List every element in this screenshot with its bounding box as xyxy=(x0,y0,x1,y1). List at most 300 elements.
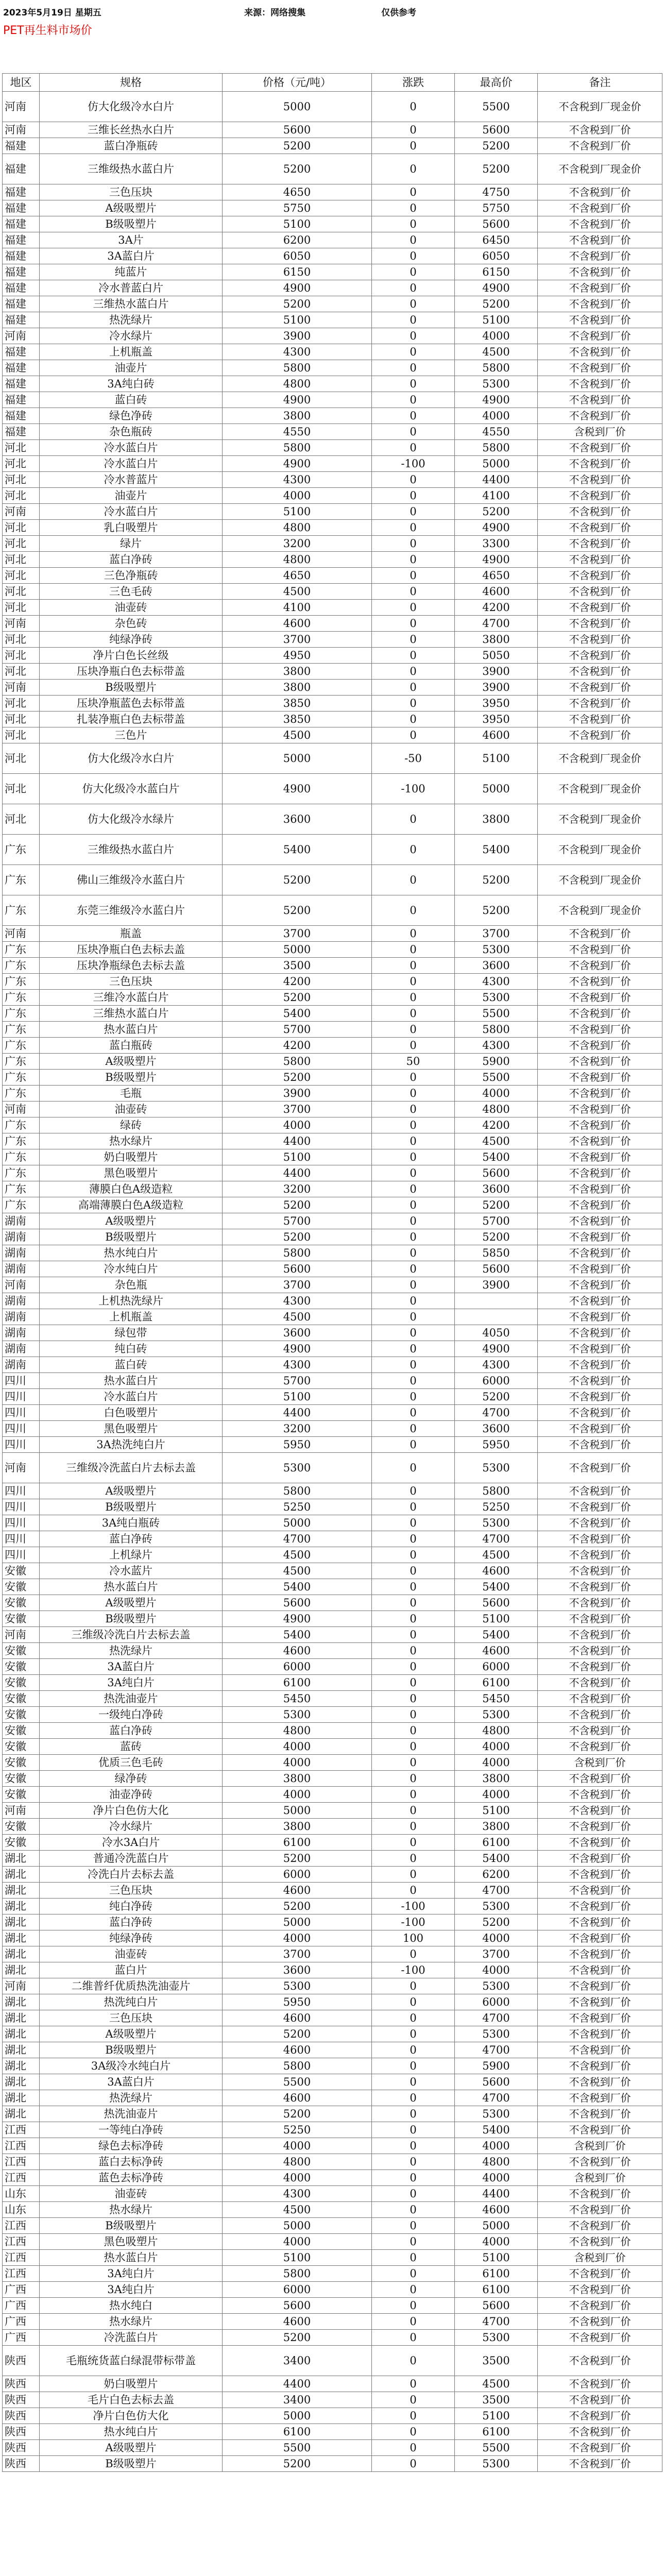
cell-remark: 不含税到厂价 xyxy=(538,1149,662,1165)
table-row xyxy=(3,1038,662,1054)
cell-price: 3700 xyxy=(223,632,372,648)
cell-remark: 不含税到厂价 xyxy=(538,1277,662,1293)
cell-spec: 绿包带 xyxy=(40,1325,223,1341)
cell-spec: 热水蓝白片 xyxy=(40,2250,223,2266)
cell-high: 5300 xyxy=(455,376,538,392)
cell-price: 5200 xyxy=(223,2456,372,2472)
cell-change: 0 xyxy=(372,2392,455,2408)
table-row xyxy=(3,1930,662,1946)
table-row xyxy=(3,2298,662,2314)
cell-spec: 热水蓝白片 xyxy=(40,1579,223,1595)
cell-price: 4400 xyxy=(223,1165,372,1181)
cell-price: 4000 xyxy=(223,2234,372,2250)
cell-change: 0 xyxy=(372,2218,455,2234)
cell-price: 5200 xyxy=(223,990,372,1006)
cell-spec: 压块净瓶蓝色去标带盖 xyxy=(40,696,223,711)
cell-high: 4500 xyxy=(455,1547,538,1563)
cell-spec: 热洗油壶片 xyxy=(40,2106,223,2122)
cell-high: 5600 xyxy=(455,1165,538,1181)
cell-change: 0 xyxy=(372,1515,455,1531)
cell-remark: 不含税到厂价 xyxy=(538,1883,662,1899)
cell-region: 陕西 xyxy=(3,2346,40,2376)
table-row xyxy=(3,942,662,958)
cell-high: 5200 xyxy=(455,504,538,520)
cell-remark: 含税到厂价 xyxy=(538,2170,662,2186)
table-row xyxy=(3,990,662,1006)
cell-change: 0 xyxy=(372,1531,455,1547)
table-row xyxy=(3,536,662,552)
table-row xyxy=(3,392,662,408)
cell-high: 5500 xyxy=(455,92,538,122)
table-row xyxy=(3,1994,662,2010)
cell-price: 3400 xyxy=(223,2346,372,2376)
cell-region: 安徽 xyxy=(3,1643,40,1659)
cell-high: 3800 xyxy=(455,1771,538,1787)
cell-price: 4800 xyxy=(223,376,372,392)
cell-spec: 毛瓶 xyxy=(40,1086,223,1101)
cell-remark: 不含税到厂价 xyxy=(538,360,662,376)
table-row xyxy=(3,1165,662,1181)
cell-spec: 热洗绿片 xyxy=(40,1643,223,1659)
cell-spec: 油壶砖 xyxy=(40,1946,223,1962)
cell-spec: 白色吸塑片 xyxy=(40,1405,223,1421)
cell-spec: 三色压块 xyxy=(40,2010,223,2026)
cell-high: 5800 xyxy=(455,1022,538,1038)
cell-remark: 不含税到厂价 xyxy=(538,2408,662,2424)
cell-high: 4700 xyxy=(455,2042,538,2058)
cell-region: 河南 xyxy=(3,92,40,122)
cell-high: 5300 xyxy=(455,942,538,958)
cell-change: 0 xyxy=(372,2010,455,2026)
cell-change: 0 xyxy=(372,2154,455,2170)
cell-region: 安徽 xyxy=(3,1595,40,1611)
cell-price: 5600 xyxy=(223,1595,372,1611)
cell-region: 河北 xyxy=(3,472,40,488)
cell-high: 6000 xyxy=(455,1994,538,2010)
cell-price: 5700 xyxy=(223,1213,372,1229)
table-row xyxy=(3,1325,662,1341)
cell-price: 5400 xyxy=(223,1006,372,1022)
cell-high: 6450 xyxy=(455,232,538,248)
table-row xyxy=(3,648,662,664)
cell-spec: 冷洗蓝白片 xyxy=(40,2330,223,2346)
cell-change: 0 xyxy=(372,1101,455,1117)
cell-price: 5600 xyxy=(223,1261,372,1277)
table-row xyxy=(3,895,662,926)
cell-change: 0 xyxy=(372,122,455,138)
cell-change: 0 xyxy=(372,1181,455,1197)
cell-spec: 纯蓝片 xyxy=(40,264,223,280)
cell-remark: 不含税到厂价 xyxy=(538,1437,662,1453)
cell-remark: 不含税到厂价 xyxy=(538,1803,662,1819)
cell-change: 0 xyxy=(372,2090,455,2106)
cell-spec: 东莞三维级冷水蓝白片 xyxy=(40,895,223,926)
cell-spec: B级吸塑片 xyxy=(40,1229,223,1245)
cell-spec: 热水纯白片 xyxy=(40,1245,223,1261)
cell-remark: 不含税到厂价 xyxy=(538,2234,662,2250)
cell-spec: 热水绿片 xyxy=(40,2314,223,2330)
cell-high: 5400 xyxy=(455,2122,538,2138)
cell-high: 4200 xyxy=(455,1117,538,1133)
cell-remark: 不含税到厂价 xyxy=(538,248,662,264)
cell-high: 5750 xyxy=(455,200,538,216)
cell-spec: A级吸塑片 xyxy=(40,2026,223,2042)
cell-price: 4900 xyxy=(223,774,372,804)
cell-high: 3950 xyxy=(455,711,538,727)
table-row xyxy=(3,360,662,376)
cell-remark: 不含税到厂价 xyxy=(538,1659,662,1675)
cell-spec: 冷水绿片 xyxy=(40,328,223,344)
cell-remark: 不含税到厂价 xyxy=(538,392,662,408)
table-row xyxy=(3,472,662,488)
cell-price: 5800 xyxy=(223,360,372,376)
cell-high: 4200 xyxy=(455,600,538,616)
cell-region: 广东 xyxy=(3,1117,40,1133)
cell-remark: 不含税到厂价 xyxy=(538,1787,662,1803)
table-row xyxy=(3,568,662,584)
cell-region: 河北 xyxy=(3,568,40,584)
cell-spec: 三维级冷洗蓝白片去标去盖 xyxy=(40,1453,223,1483)
cell-change: 0 xyxy=(372,1739,455,1755)
table-row xyxy=(3,1421,662,1437)
cell-price: 3200 xyxy=(223,536,372,552)
cell-change: 0 xyxy=(372,1038,455,1054)
cell-remark: 不含税到厂价 xyxy=(538,711,662,727)
col-header-high: 最高价 xyxy=(455,74,538,92)
cell-change: 0 xyxy=(372,600,455,616)
cell-high: 5000 xyxy=(455,774,538,804)
cell-price: 4000 xyxy=(223,1739,372,1755)
cell-change: 0 xyxy=(372,1197,455,1213)
table-row xyxy=(3,2234,662,2250)
table-row xyxy=(3,1914,662,1930)
table-row xyxy=(3,1803,662,1819)
cell-price: 4000 xyxy=(223,1787,372,1803)
cell-change: 0 xyxy=(372,264,455,280)
cell-spec: 冷水绿片 xyxy=(40,1819,223,1835)
cell-remark: 不含税到厂价 xyxy=(538,1453,662,1483)
cell-region: 福建 xyxy=(3,408,40,424)
cell-region: 河北 xyxy=(3,488,40,504)
cell-high: 3600 xyxy=(455,1421,538,1437)
cell-change: 0 xyxy=(372,1579,455,1595)
table-row xyxy=(3,958,662,974)
cell-remark: 不含税到厂价 xyxy=(538,312,662,328)
cell-region: 湖北 xyxy=(3,1946,40,1962)
cell-remark: 不含税到厂价 xyxy=(538,664,662,680)
table-row xyxy=(3,1723,662,1739)
cell-remark: 不含税到厂价 xyxy=(538,184,662,200)
cell-price: 5400 xyxy=(223,1579,372,1595)
cell-price: 5950 xyxy=(223,1994,372,2010)
table-row xyxy=(3,2408,662,2424)
cell-high: 5400 xyxy=(455,835,538,865)
cell-region: 四川 xyxy=(3,1421,40,1437)
cell-high: 5200 xyxy=(455,865,538,895)
table-row xyxy=(3,2122,662,2138)
cell-price: 4700 xyxy=(223,1531,372,1547)
cell-price: 5000 xyxy=(223,92,372,122)
cell-remark: 不含税到厂价 xyxy=(538,958,662,974)
cell-high: 3500 xyxy=(455,2392,538,2408)
cell-remark: 不含税到厂价 xyxy=(538,1739,662,1755)
cell-remark: 不含税到厂价 xyxy=(538,472,662,488)
cell-region: 四川 xyxy=(3,1483,40,1499)
cell-remark: 不含税到厂价 xyxy=(538,1723,662,1739)
cell-remark: 含税到厂价 xyxy=(538,2138,662,2154)
cell-spec: A级吸塑片 xyxy=(40,1483,223,1499)
cell-spec: 蓝白砖 xyxy=(40,392,223,408)
cell-change: 0 xyxy=(372,2424,455,2440)
cell-change: 0 xyxy=(372,1803,455,1819)
cell-price: 3900 xyxy=(223,1086,372,1101)
table-row xyxy=(3,1531,662,1547)
cell-remark: 不含税到厂价 xyxy=(538,1165,662,1181)
table-row xyxy=(3,1867,662,1883)
cell-price: 5250 xyxy=(223,2122,372,2138)
cell-remark: 不含税到厂价 xyxy=(538,2026,662,2042)
cell-spec: 压块净瓶白色去标带盖 xyxy=(40,664,223,680)
table-row xyxy=(3,774,662,804)
cell-price: 5500 xyxy=(223,2074,372,2090)
cell-region: 河南 xyxy=(3,328,40,344)
cell-spec: 热水绿片 xyxy=(40,2202,223,2218)
report-header xyxy=(0,0,664,21)
cell-change: 0 xyxy=(372,2170,455,2186)
cell-high: 5200 xyxy=(455,1389,538,1405)
table-row xyxy=(3,1627,662,1643)
cell-high: 4600 xyxy=(455,1643,538,1659)
cell-high: 6050 xyxy=(455,248,538,264)
cell-spec: 油壶砖 xyxy=(40,1101,223,1117)
cell-region: 福建 xyxy=(3,296,40,312)
cell-change: 0 xyxy=(372,2026,455,2042)
table-row xyxy=(3,1978,662,1994)
cell-price: 3500 xyxy=(223,958,372,974)
cell-high: 5450 xyxy=(455,1691,538,1707)
cell-spec: 蓝白净砖 xyxy=(40,552,223,568)
cell-change: 0 xyxy=(372,2266,455,2282)
table-row xyxy=(3,2266,662,2282)
cell-region: 河南 xyxy=(3,1453,40,1483)
cell-remark: 不含税到厂价 xyxy=(538,280,662,296)
cell-high: 5300 xyxy=(455,1978,538,1994)
table-row xyxy=(3,1595,662,1611)
cell-region: 湖南 xyxy=(3,1245,40,1261)
cell-remark: 不含税到厂价 xyxy=(538,990,662,1006)
cell-spec: 热水蓝白片 xyxy=(40,1373,223,1389)
cell-remark: 不含税到厂现金价 xyxy=(538,895,662,926)
cell-price: 4600 xyxy=(223,2090,372,2106)
cell-high: 3800 xyxy=(455,1819,538,1835)
cell-spec: 冷水蓝白片 xyxy=(40,504,223,520)
cell-price: 4650 xyxy=(223,568,372,584)
cell-remark: 不含税到厂价 xyxy=(538,520,662,536)
table-row xyxy=(3,804,662,835)
cell-change: 0 xyxy=(372,536,455,552)
cell-remark: 不含税到厂价 xyxy=(538,328,662,344)
table-row xyxy=(3,1962,662,1978)
cell-change: 0 xyxy=(372,1389,455,1405)
cell-price: 4600 xyxy=(223,2010,372,2026)
cell-region: 广东 xyxy=(3,1038,40,1054)
cell-price: 5200 xyxy=(223,895,372,926)
cell-change: 0 xyxy=(372,1835,455,1851)
table-row xyxy=(3,1405,662,1421)
cell-spec: 纯绿净砖 xyxy=(40,632,223,648)
cell-remark: 不含税到厂价 xyxy=(538,408,662,424)
cell-change: 0 xyxy=(372,1277,455,1293)
cell-remark: 不含税到厂价 xyxy=(538,122,662,138)
cell-change: 0 xyxy=(372,2250,455,2266)
cell-price: 5300 xyxy=(223,1707,372,1723)
cell-high: 5900 xyxy=(455,2058,538,2074)
cell-price: 5200 xyxy=(223,2026,372,2042)
cell-price: 5000 xyxy=(223,2218,372,2234)
cell-remark: 不含税到厂价 xyxy=(538,1389,662,1405)
cell-change: 0 xyxy=(372,711,455,727)
cell-region: 河北 xyxy=(3,456,40,472)
cell-remark: 不含税到厂价 xyxy=(538,2042,662,2058)
table-row xyxy=(3,1022,662,1038)
cell-region: 江西 xyxy=(3,2138,40,2154)
cell-region: 江西 xyxy=(3,2250,40,2266)
cell-high: 4000 xyxy=(455,1787,538,1803)
cell-change: -100 xyxy=(372,774,455,804)
cell-spec: 3A纯白片 xyxy=(40,1675,223,1691)
cell-change: 0 xyxy=(372,92,455,122)
table-row xyxy=(3,2250,662,2266)
cell-remark: 不含税到厂价 xyxy=(538,1643,662,1659)
cell-price: 4500 xyxy=(223,1563,372,1579)
table-row xyxy=(3,248,662,264)
cell-price: 3600 xyxy=(223,1325,372,1341)
cell-spec: 冷水蓝片 xyxy=(40,1563,223,1579)
cell-price: 5200 xyxy=(223,1070,372,1086)
cell-high: 5200 xyxy=(455,895,538,926)
cell-high: 4000 xyxy=(455,2234,538,2250)
cell-price: 6000 xyxy=(223,2282,372,2298)
cell-high: 4900 xyxy=(455,280,538,296)
cell-remark: 不含税到厂价 xyxy=(538,536,662,552)
table-row xyxy=(3,2106,662,2122)
cell-region: 广西 xyxy=(3,2282,40,2298)
table-row xyxy=(3,1054,662,1070)
cell-change: 0 xyxy=(372,680,455,696)
cell-region: 湖北 xyxy=(3,1899,40,1914)
cell-region: 江西 xyxy=(3,2122,40,2138)
cell-spec: 冷洗白片去标去盖 xyxy=(40,1867,223,1883)
cell-region: 四川 xyxy=(3,1547,40,1563)
cell-price: 3700 xyxy=(223,1101,372,1117)
cell-change: 0 xyxy=(372,1245,455,1261)
cell-price: 4600 xyxy=(223,1643,372,1659)
cell-change: 0 xyxy=(372,1499,455,1515)
cell-region: 河北 xyxy=(3,727,40,743)
cell-high: 4100 xyxy=(455,488,538,504)
cell-remark: 不含税到厂价 xyxy=(538,600,662,616)
table-row xyxy=(3,865,662,895)
cell-spec: 3A热洗纯白片 xyxy=(40,1437,223,1453)
cell-region: 广东 xyxy=(3,1197,40,1213)
cell-region: 广东 xyxy=(3,1133,40,1149)
cell-price: 4000 xyxy=(223,1117,372,1133)
cell-remark: 不含税到厂价 xyxy=(538,1547,662,1563)
cell-price: 5100 xyxy=(223,312,372,328)
cell-spec: 绿砖 xyxy=(40,1117,223,1133)
cell-remark: 不含税到厂价 xyxy=(538,1022,662,1038)
cell-remark: 不含税到厂价 xyxy=(538,1117,662,1133)
cell-high: 5600 xyxy=(455,2074,538,2090)
cell-change: 0 xyxy=(372,1070,455,1086)
cell-high: 4700 xyxy=(455,2090,538,2106)
cell-spec: 3A蓝白片 xyxy=(40,1659,223,1675)
cell-region: 河南 xyxy=(3,1978,40,1994)
cell-change: 0 xyxy=(372,865,455,895)
cell-region: 湖南 xyxy=(3,1213,40,1229)
cell-high: 5200 xyxy=(455,154,538,184)
cell-region: 陕西 xyxy=(3,2440,40,2456)
cell-price: 4800 xyxy=(223,1723,372,1739)
cell-spec: 3A纯白瓶砖 xyxy=(40,1515,223,1531)
cell-remark: 不含税到厂价 xyxy=(538,376,662,392)
cell-high xyxy=(455,1309,538,1325)
cell-high: 5100 xyxy=(455,312,538,328)
cell-spec: 绿净砖 xyxy=(40,1771,223,1787)
cell-region: 河南 xyxy=(3,680,40,696)
cell-spec: 二维普纤优质热洗油壶片 xyxy=(40,1978,223,1994)
cell-change: 0 xyxy=(372,1707,455,1723)
cell-spec: 仿大化级冷水白片 xyxy=(40,92,223,122)
cell-remark: 不含税到厂价 xyxy=(538,1531,662,1547)
cell-high: 6100 xyxy=(455,1835,538,1851)
cell-price: 5750 xyxy=(223,200,372,216)
cell-spec: 净片白色长丝级 xyxy=(40,648,223,664)
cell-remark: 不含税到厂价 xyxy=(538,1930,662,1946)
cell-remark: 含税到厂价 xyxy=(538,1755,662,1771)
cell-price: 5000 xyxy=(223,1914,372,1930)
cell-remark: 不含税到厂价 xyxy=(538,232,662,248)
cell-change: 0 xyxy=(372,2330,455,2346)
cell-price: 5800 xyxy=(223,1245,372,1261)
cell-region: 福建 xyxy=(3,344,40,360)
table-row xyxy=(3,1755,662,1771)
cell-spec: 高端薄膜白色A级造粒 xyxy=(40,1197,223,1213)
cell-remark: 不含税到厂价 xyxy=(538,2330,662,2346)
cell-high: 3900 xyxy=(455,680,538,696)
cell-region: 湖北 xyxy=(3,1883,40,1899)
cell-spec: 三维级冷洗白片去标去盖 xyxy=(40,1627,223,1643)
cell-high: 5600 xyxy=(455,122,538,138)
cell-spec: 压块净瓶白色去标去盖 xyxy=(40,942,223,958)
cell-spec: 一级纯白净砖 xyxy=(40,1707,223,1723)
cell-change: 0 xyxy=(372,1022,455,1038)
cell-price: 3400 xyxy=(223,2392,372,2408)
table-row xyxy=(3,2026,662,2042)
cell-change: 0 xyxy=(372,1787,455,1803)
cell-price: 5000 xyxy=(223,942,372,958)
cell-price: 5200 xyxy=(223,1229,372,1245)
cell-spec: 毛片白色去标去盖 xyxy=(40,2392,223,2408)
cell-spec: 热洗纯白片 xyxy=(40,1994,223,2010)
cell-remark: 不含税到厂价 xyxy=(538,2058,662,2074)
cell-spec: 黑色吸塑片 xyxy=(40,2234,223,2250)
cell-spec: 3A蓝白片 xyxy=(40,2074,223,2090)
cell-spec: 纯白砖 xyxy=(40,1341,223,1357)
cell-price: 5600 xyxy=(223,122,372,138)
cell-spec: 油壶砖 xyxy=(40,600,223,616)
cell-spec: 热洗绿片 xyxy=(40,312,223,328)
